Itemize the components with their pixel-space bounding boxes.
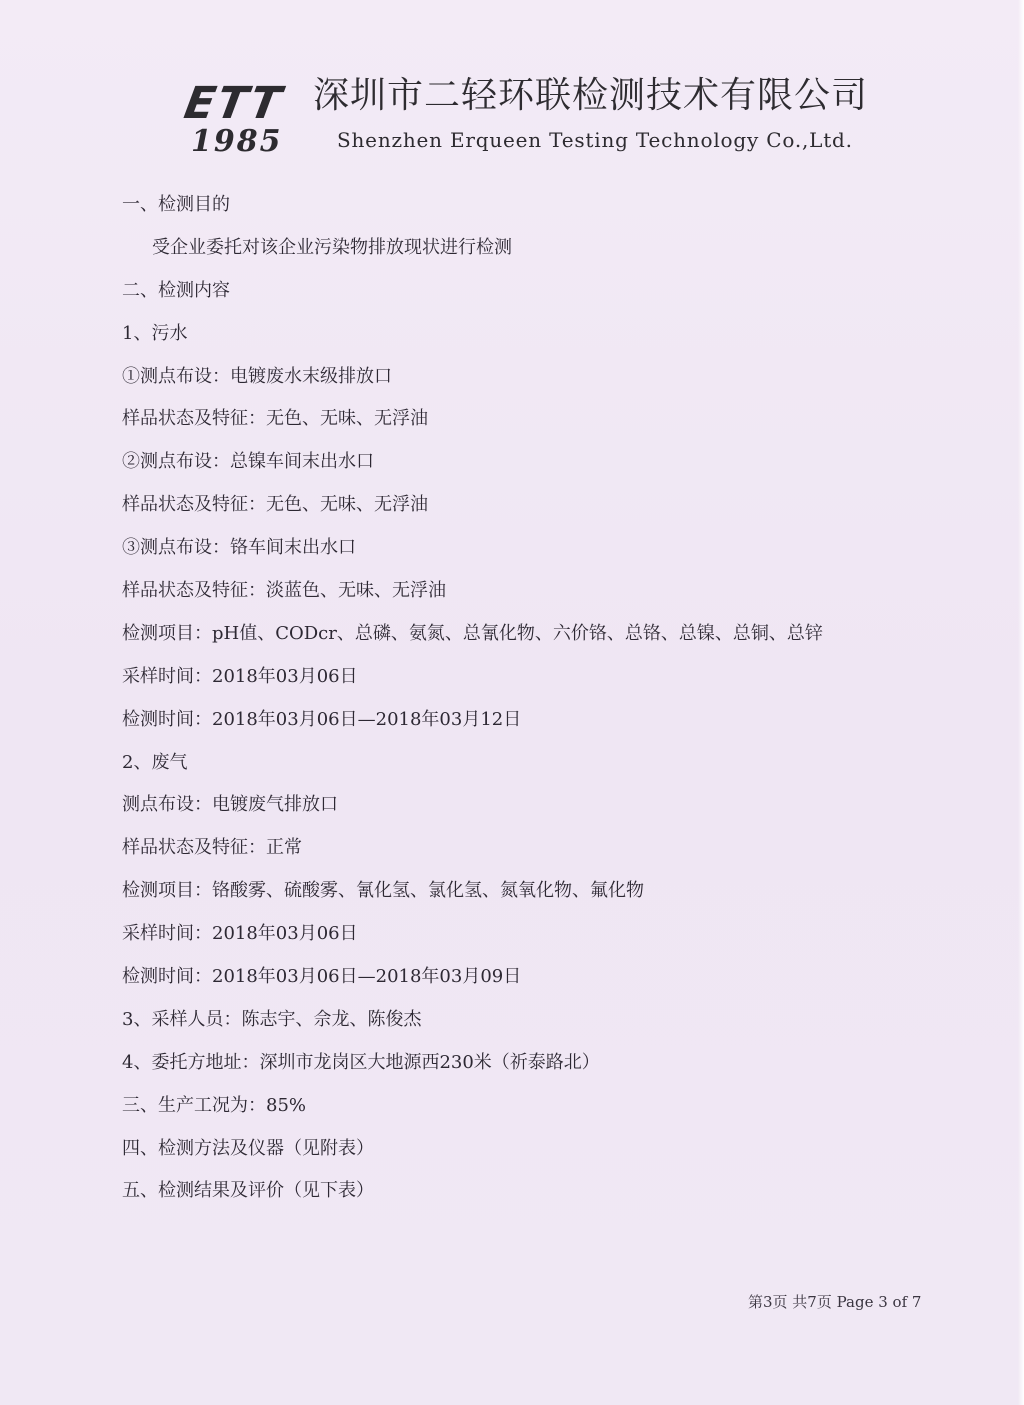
text-line: 样品状态及特征：正常 xyxy=(122,837,302,859)
subsection-wastewater: 1、污水 xyxy=(122,322,188,344)
report-content xyxy=(122,184,922,1213)
text-line: 采样时间：2018年03月06日 xyxy=(122,923,358,945)
section-heading-content: 二、检测内容 xyxy=(122,279,230,301)
company-name-cn: 深圳市二轻环联检测技术有限公司 xyxy=(313,75,869,116)
text-line: 检测时间：2018年03月06日—2018年03月12日 xyxy=(122,708,522,730)
logo-text: ETT xyxy=(180,78,287,129)
logo-year: 1985 xyxy=(191,124,283,159)
text-line: 样品状态及特征：无色、无味、无浮油 xyxy=(122,494,428,516)
text-line: 采样时间：2018年03月06日 xyxy=(122,665,358,687)
text-line: 检测项目：pH值、CODcr、总磷、氨氮、总氰化物、六价铬、总铬、总镍、总铜、总锌 xyxy=(122,622,823,644)
page-edge xyxy=(1018,0,1024,1405)
text-line: ③测点布设：铬车间末出水口 xyxy=(122,537,356,559)
text-line: 3、采样人员：陈志宇、佘龙、陈俊杰 xyxy=(122,1008,422,1030)
company-name-en: Shenzhen Erqueen Testing Technology Co.,Ltd. xyxy=(337,128,853,152)
page-number: 第3页 共7页 Page 3 of 7 xyxy=(748,1293,922,1311)
section-heading-purpose: 一、检测目的 xyxy=(122,194,230,215)
text-line: 检测时间：2018年03月06日—2018年03月09日 xyxy=(122,966,522,988)
text-line: 检测项目：铬酸雾、硫酸雾、氰化氢、氯化氢、氮氧化物、氟化物 xyxy=(122,880,644,902)
subsection-exhaust-gas: 2、废气 xyxy=(122,751,188,773)
company-logo xyxy=(180,78,305,160)
text-line: 测点布设：电镀废气排放口 xyxy=(122,794,338,816)
text-line: 样品状态及特征：无色、无味、无浮油 xyxy=(122,408,428,430)
text-line: ①测点布设：电镀废水末级排放口 xyxy=(122,365,392,387)
text-line: 样品状态及特征：淡蓝色、无味、无浮油 xyxy=(122,580,446,602)
text-line: 4、委托方地址：深圳市龙岗区大地源西230米（祈泰路北） xyxy=(122,1051,600,1073)
section-heading-results: 五、检测结果及评价（见下表） xyxy=(122,1180,374,1202)
section-heading-methods: 四、检测方法及仪器（见附表） xyxy=(122,1137,374,1159)
letterhead xyxy=(180,72,885,162)
section-heading-production: 三、生产工况为：85% xyxy=(122,1094,307,1116)
purpose-text: 受企业委托对该企业污染物排放现状进行检测 xyxy=(152,236,512,258)
text-line: ②测点布设：总镍车间末出水口 xyxy=(122,451,374,473)
